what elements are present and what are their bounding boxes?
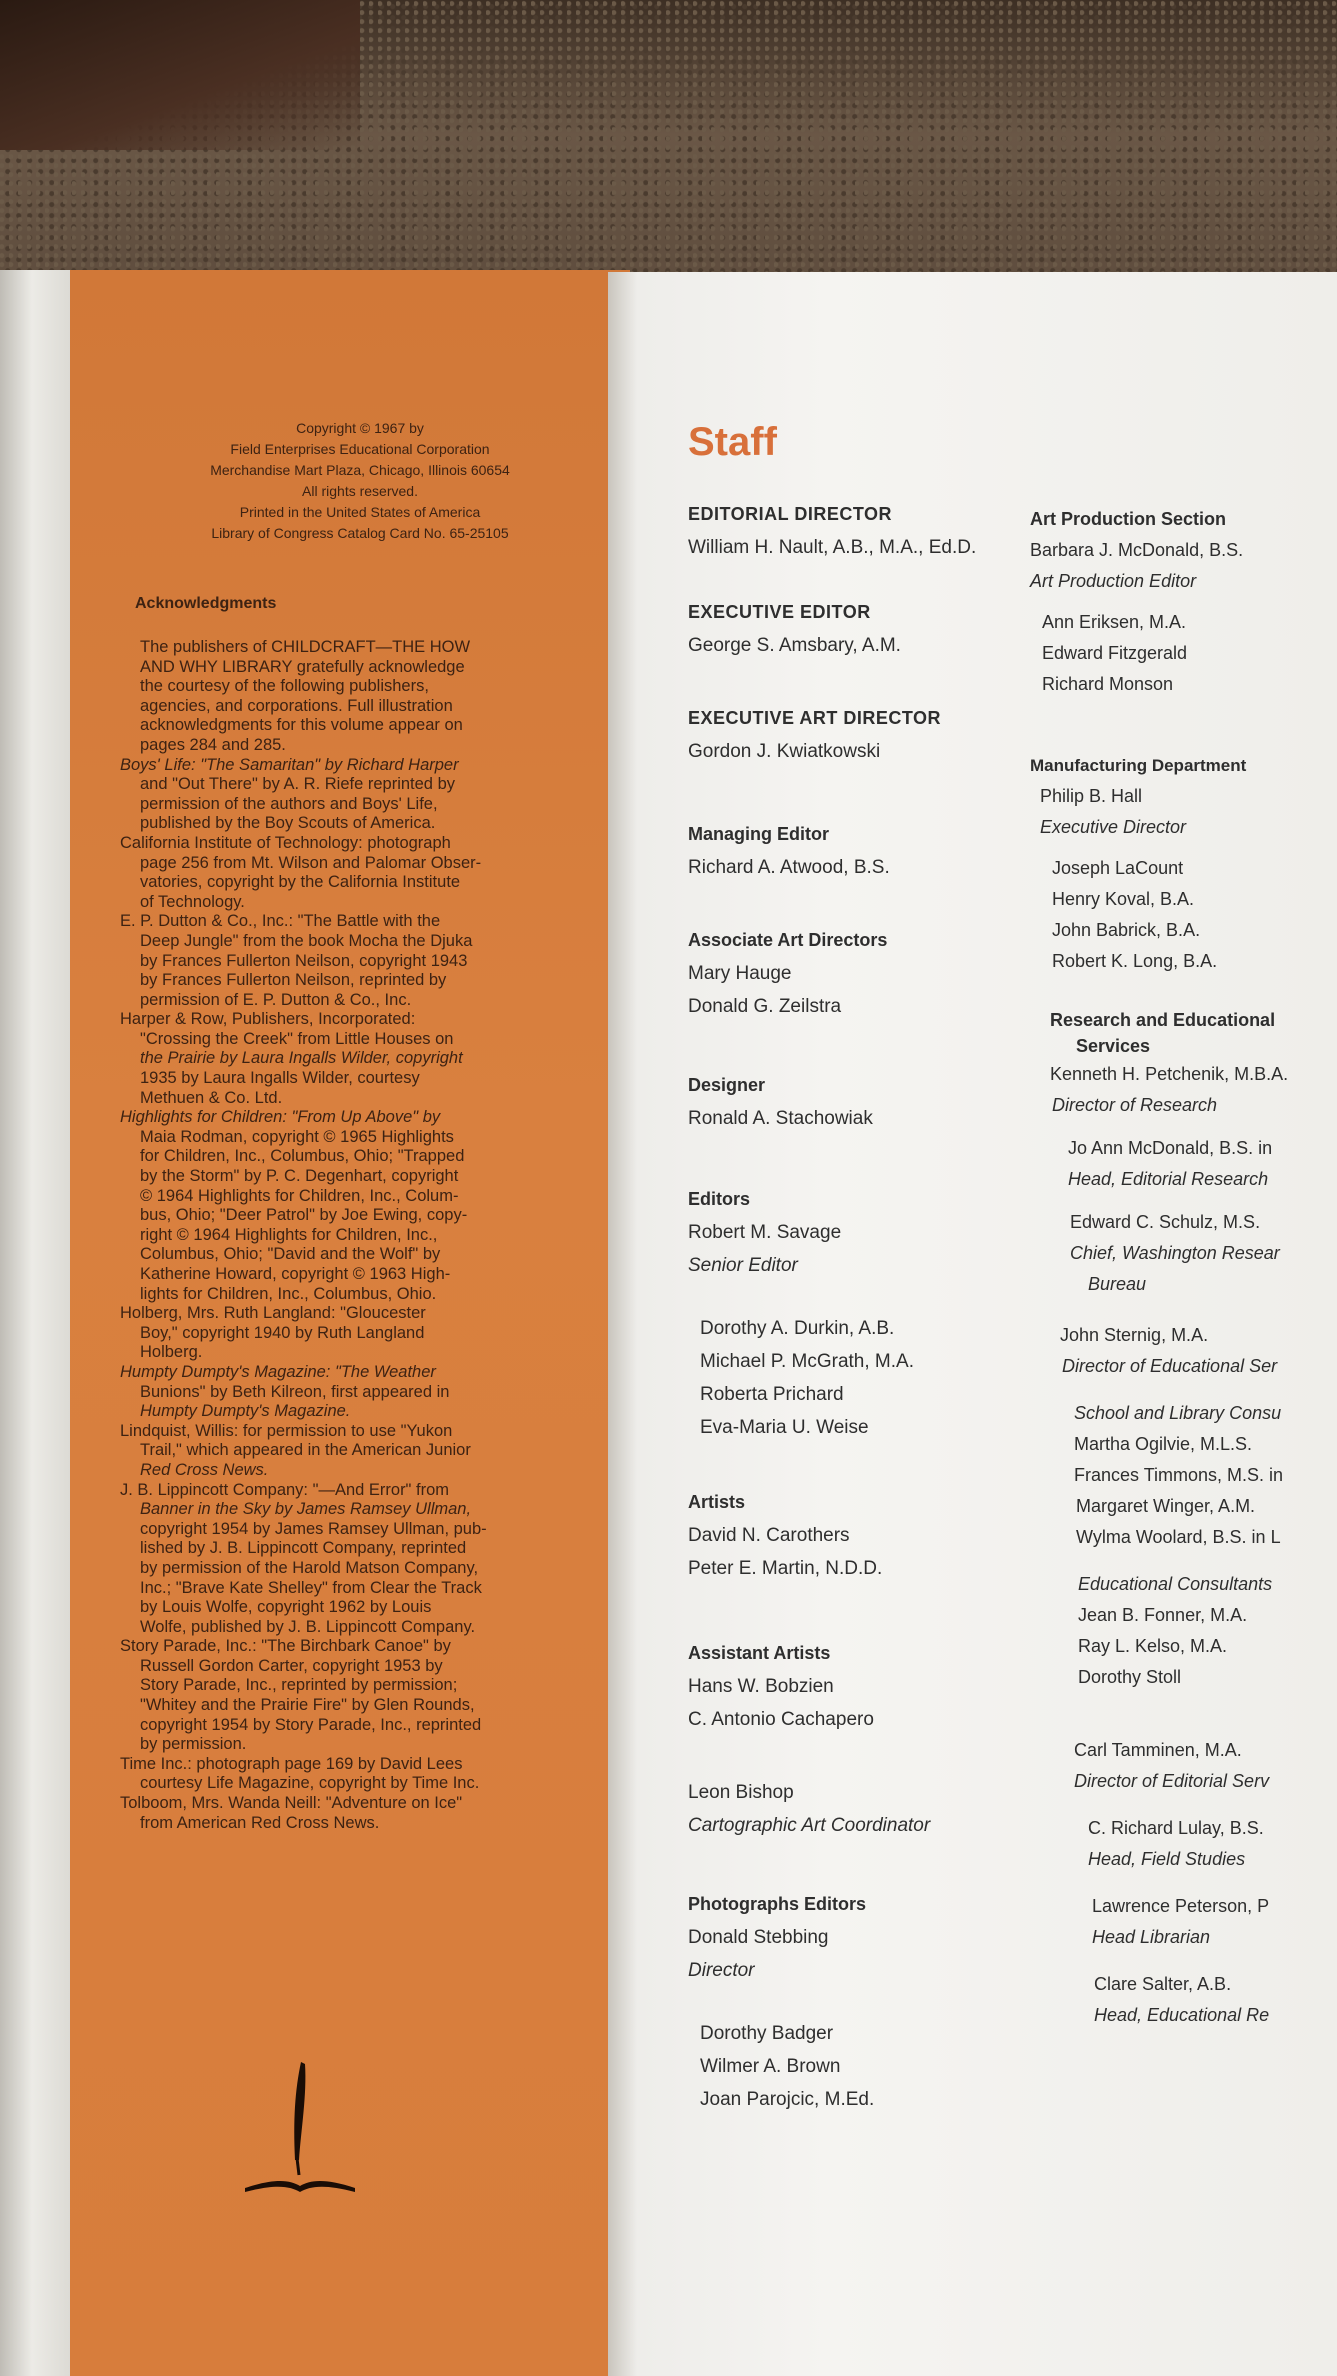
page-title: Staff	[688, 420, 777, 464]
staff-name: Edward Fitzgerald	[1042, 643, 1188, 663]
ack-line: vatories, copyright by the California Institute	[140, 873, 461, 892]
ack-line: agencies, and corporations. Full illustration	[140, 696, 453, 715]
right-page	[608, 272, 1337, 2376]
section-heading: EXECUTIVE ART DIRECTOR	[688, 708, 942, 728]
copyright-line: Merchandise Mart Plaza, Chicago, Illinois 60654	[210, 462, 510, 478]
acknowledgments-text	[120, 638, 600, 1833]
ack-line: pages 284 and 285.	[140, 735, 286, 754]
ack-line: published by the Boy Scouts of America.	[140, 814, 436, 833]
ack-line: Highlights for Children: "From Up Above" by	[120, 1108, 441, 1127]
staff-name: Clare Salter, A.B.	[1094, 1974, 1232, 1994]
ack-line: Katherine Howard, copyright © 1963 High-	[140, 1265, 451, 1283]
ack-line: by Louis Wolfe, copyright 1962 by Louis	[140, 1598, 432, 1617]
staff-role: Bureau	[1088, 1274, 1147, 1294]
ack-line: Trail," which appeared in the American Junior	[140, 1441, 471, 1460]
ack-line: Holberg, Mrs. Ruth Langland: "Gloucester	[120, 1304, 426, 1323]
ack-line: Boy," copyright 1940 by Ruth Langland	[140, 1323, 425, 1342]
staff-name: Barbara J. McDonald, B.S.	[1030, 540, 1244, 560]
staff-name: Lawrence Peterson, P	[1092, 1896, 1270, 1916]
staff-name: Joseph LaCount	[1052, 858, 1184, 878]
staff-name: John Babrick, B.A.	[1052, 920, 1201, 940]
ack-line: 1935 by Laura Ingalls Wilder, courtesy	[140, 1069, 420, 1088]
staff-role: Head, Field Studies	[1088, 1849, 1246, 1869]
copyright-line: Field Enterprises Educational Corporation	[230, 441, 490, 457]
staff-name: Leon Bishop	[688, 1782, 794, 1803]
staff-name: Ray L. Kelso, M.A.	[1078, 1636, 1228, 1656]
ack-line: of Technology.	[140, 892, 245, 911]
staff-name: Martha Ogilvie, M.L.S.	[1074, 1434, 1253, 1454]
section-heading: EXECUTIVE EDITOR	[688, 602, 871, 622]
staff-role: Head Librarian	[1092, 1927, 1211, 1947]
staff-name: Wylma Woolard, B.S. in L	[1076, 1527, 1281, 1547]
ack-line: permission of the authors and Boys' Life,	[140, 794, 438, 813]
section-heading: Art Production Section	[1030, 509, 1227, 529]
section-heading: Managing Editor	[688, 824, 829, 844]
ack-line: acknowledgments for this volume appear on	[140, 716, 463, 735]
ack-line: Story Parade, Inc.: "The Birchbark Canoe" by	[120, 1637, 451, 1656]
section-heading: Photographs Editors	[688, 1894, 867, 1914]
ack-line: lights for Children, Inc., Columbus, Ohio.	[140, 1284, 437, 1303]
staff-name: C. Antonio Cachapero	[688, 1709, 874, 1730]
ack-line: Maia Rodman, copyright © 1965 Highlights	[140, 1127, 454, 1146]
staff-name: Richard A. Atwood, B.S.	[688, 857, 890, 878]
staff-right-column	[1030, 504, 1288, 2031]
staff-name: Dorothy A. Durkin, A.B.	[700, 1318, 895, 1339]
staff-role: Head, Educational Re	[1094, 2005, 1270, 2025]
section-heading: Designer	[688, 1075, 766, 1095]
staff-name: George S. Amsbary, A.M.	[688, 635, 901, 656]
ack-line: Holberg.	[140, 1343, 203, 1362]
staff-role: Art Production Editor	[1030, 571, 1197, 591]
ack-line: Russell Gordon Carter, copyright 1953 by	[140, 1656, 443, 1675]
ack-line: courtesy Life Magazine, copyright by Time Inc.	[140, 1774, 480, 1793]
staff-name: Mary Hauge	[688, 963, 792, 984]
ack-line: © 1964 Highlights for Children, Inc., Colum-	[140, 1186, 459, 1205]
staff-name: Philip B. Hall	[1040, 786, 1143, 806]
ack-line: the courtesy of the following publishers,	[140, 677, 429, 696]
ack-line: "Whitey and the Prairie Fire" by Glen Rounds,	[140, 1696, 475, 1715]
staff-role: Educational Consultants	[1078, 1574, 1273, 1594]
staff-name: John Sternig, M.A.	[1060, 1325, 1209, 1345]
ack-line: Story Parade, Inc., reprinted by permission;	[140, 1676, 458, 1695]
ack-line: by Frances Fullerton Neilson, copyright 1943	[140, 951, 468, 970]
section-heading: Services	[1076, 1036, 1151, 1056]
ack-line: Deep Jungle" from the book Mocha the Djuka	[140, 931, 473, 950]
copyright-line: Library of Congress Catalog Card No. 65-25105	[211, 525, 509, 541]
ack-line: AND WHY LIBRARY gratefully acknowledge	[140, 657, 465, 676]
staff-name: Dorothy Stoll	[1078, 1667, 1182, 1687]
staff-name: Robert M. Savage	[688, 1222, 842, 1243]
ack-line: Columbus, Ohio; "David and the Wolf" by	[140, 1245, 441, 1264]
acknowledgments-title: Acknowledgments	[135, 595, 277, 612]
staff-name: Gordon J. Kwiatkowski	[688, 741, 881, 762]
section-heading: Editors	[688, 1189, 751, 1209]
staff-name: C. Richard Lulay, B.S.	[1088, 1818, 1264, 1838]
staff-name: Donald G. Zeilstra	[688, 996, 842, 1017]
staff-name: Jean B. Fonner, M.A.	[1078, 1605, 1248, 1625]
ack-line: "Crossing the Creek" from Little Houses on	[140, 1029, 454, 1048]
ack-line: by the Storm" by P. C. Degenhart, copyright	[140, 1167, 459, 1186]
staff-name: Ronald A. Stachowiak	[688, 1108, 873, 1129]
shadow	[0, 0, 360, 150]
quill-book-icon	[235, 2050, 365, 2200]
staff-name: Henry Koval, B.A.	[1052, 889, 1195, 909]
section-heading: Assistant Artists	[688, 1643, 831, 1663]
staff-name: Robert K. Long, B.A.	[1052, 951, 1218, 971]
ack-line: by Frances Fullerton Neilson, reprinted by	[140, 971, 447, 990]
ack-line: copyright 1954 by Story Parade, Inc., reprinted	[140, 1715, 482, 1734]
section-heading: Artists	[688, 1492, 746, 1512]
staff-role: Cartographic Art Coordinator	[688, 1815, 931, 1836]
staff-name: Roberta Prichard	[700, 1384, 844, 1405]
section-heading: Research and Educational	[1050, 1010, 1276, 1030]
staff-role: Director of Educational Ser	[1062, 1356, 1278, 1376]
ack-line: from American Red Cross News.	[140, 1813, 380, 1832]
ack-line: lished by J. B. Lippincott Company, reprinted	[140, 1539, 467, 1558]
staff-name: Michael P. McGrath, M.A.	[700, 1351, 914, 1372]
staff-role: Executive Director	[1040, 817, 1187, 837]
staff-name: Donald Stebbing	[688, 1927, 829, 1948]
staff-name: Jo Ann McDonald, B.S. in	[1068, 1138, 1273, 1158]
left-page	[70, 270, 630, 2376]
staff-name: Peter E. Martin, N.D.D.	[688, 1558, 883, 1579]
ack-line: by permission of the Harold Matson Company,	[140, 1558, 479, 1577]
staff-name: Hans W. Bobzien	[688, 1676, 834, 1697]
copyright-block	[160, 418, 560, 544]
staff-name: David N. Carothers	[688, 1525, 850, 1546]
staff-name: Eva-Maria U. Weise	[700, 1417, 869, 1438]
ack-line: Harper & Row, Publishers, Incorporated:	[120, 1010, 416, 1029]
staff-role: Head, Editorial Research	[1068, 1169, 1269, 1189]
ack-line: E. P. Dutton & Co., Inc.: "The Battle with the	[120, 912, 441, 931]
staff-name: Frances Timmons, M.S. in	[1074, 1465, 1284, 1485]
ack-line: and "Out There" by A. R. Riefe reprinted by	[140, 775, 455, 794]
ack-line: Tolboom, Mrs. Wanda Neill: "Adventure on Ice"	[120, 1794, 463, 1813]
staff-name: Edward C. Schulz, M.S.	[1070, 1212, 1261, 1232]
ack-line: The publishers of CHILDCRAFT—THE HOW	[140, 638, 471, 656]
ack-line: Wolfe, published by J. B. Lippincott Company.	[140, 1617, 476, 1636]
staff-role: Director	[688, 1960, 755, 1981]
staff-role: School and Library Consu	[1074, 1403, 1282, 1423]
ack-line: the Prairie by Laura Ingalls Wilder, copyright	[140, 1049, 463, 1068]
ack-line: Methuen & Co. Ltd.	[140, 1088, 283, 1107]
ack-line: page 256 from Mt. Wilson and Palomar Obser-	[140, 853, 482, 872]
ack-line: Red Cross News.	[140, 1460, 269, 1479]
copyright-line: Copyright © 1967 by	[296, 420, 424, 436]
ack-line: J. B. Lippincott Company: "—And Error" from	[120, 1480, 450, 1499]
staff-role: Director of Research	[1052, 1095, 1218, 1115]
staff-name: Ann Eriksen, M.A.	[1042, 612, 1187, 632]
ack-line: Lindquist, Willis: for permission to use "Yukon	[120, 1421, 453, 1440]
ack-line: Boys' Life: "The Samaritan" by Richard Harper	[120, 755, 459, 774]
staff-name: Carl Tamminen, M.A.	[1074, 1740, 1242, 1760]
staff-left-column	[688, 498, 976, 2116]
ack-line: by permission.	[140, 1735, 247, 1754]
ack-line: bus, Ohio; "Deer Patrol" by Joe Ewing, copy-	[140, 1206, 468, 1225]
staff-name: William H. Nault, A.B., M.A., Ed.D.	[688, 537, 977, 558]
section-heading: EDITORIAL DIRECTOR	[688, 504, 893, 524]
section-heading: Associate Art Directors	[688, 930, 888, 950]
staff-role: Director of Editorial Serv	[1074, 1771, 1270, 1791]
ack-line: Inc.; "Brave Kate Shelley" from Clear the Track	[140, 1578, 482, 1597]
ack-line: Humpty Dumpty's Magazine: "The Weather	[120, 1362, 436, 1381]
ack-line: Humpty Dumpty's Magazine.	[140, 1402, 351, 1421]
staff-name: Dorothy Badger	[700, 2023, 834, 2044]
staff-name: Richard Monson	[1042, 674, 1174, 694]
copyright-line: All rights reserved.	[302, 483, 418, 499]
staff-name: Kenneth H. Petchenik, M.B.A.	[1050, 1064, 1289, 1084]
ack-line: permission of E. P. Dutton & Co., Inc.	[140, 990, 412, 1009]
ack-line: for Children, Inc., Columbus, Ohio; "Trapped	[140, 1147, 465, 1166]
staff-role: Senior Editor	[688, 1255, 798, 1276]
staff-name: Wilmer A. Brown	[700, 2056, 841, 2077]
staff-name: Margaret Winger, A.M.	[1076, 1496, 1256, 1516]
ack-line: right © 1964 Highlights for Children, Inc.,	[140, 1225, 438, 1244]
ack-line: Bunions" by Beth Kilreon, first appeared in	[140, 1382, 450, 1401]
ack-line: Time Inc.: photograph page 169 by David Lees	[120, 1754, 463, 1773]
copyright-line: Printed in the United States of America	[239, 504, 481, 520]
ack-line: Banner in the Sky by James Ramsey Ullman,	[140, 1500, 472, 1519]
book-cover-edge	[0, 270, 80, 2376]
section-heading: Manufacturing Department	[1030, 756, 1247, 775]
ack-line: California Institute of Technology: photograph	[120, 833, 451, 852]
staff-name: Joan Parojcic, M.Ed.	[700, 2089, 875, 2110]
staff-role: Chief, Washington Resear	[1070, 1243, 1280, 1263]
ack-line: copyright 1954 by James Ramsey Ullman, pub-	[140, 1519, 487, 1538]
